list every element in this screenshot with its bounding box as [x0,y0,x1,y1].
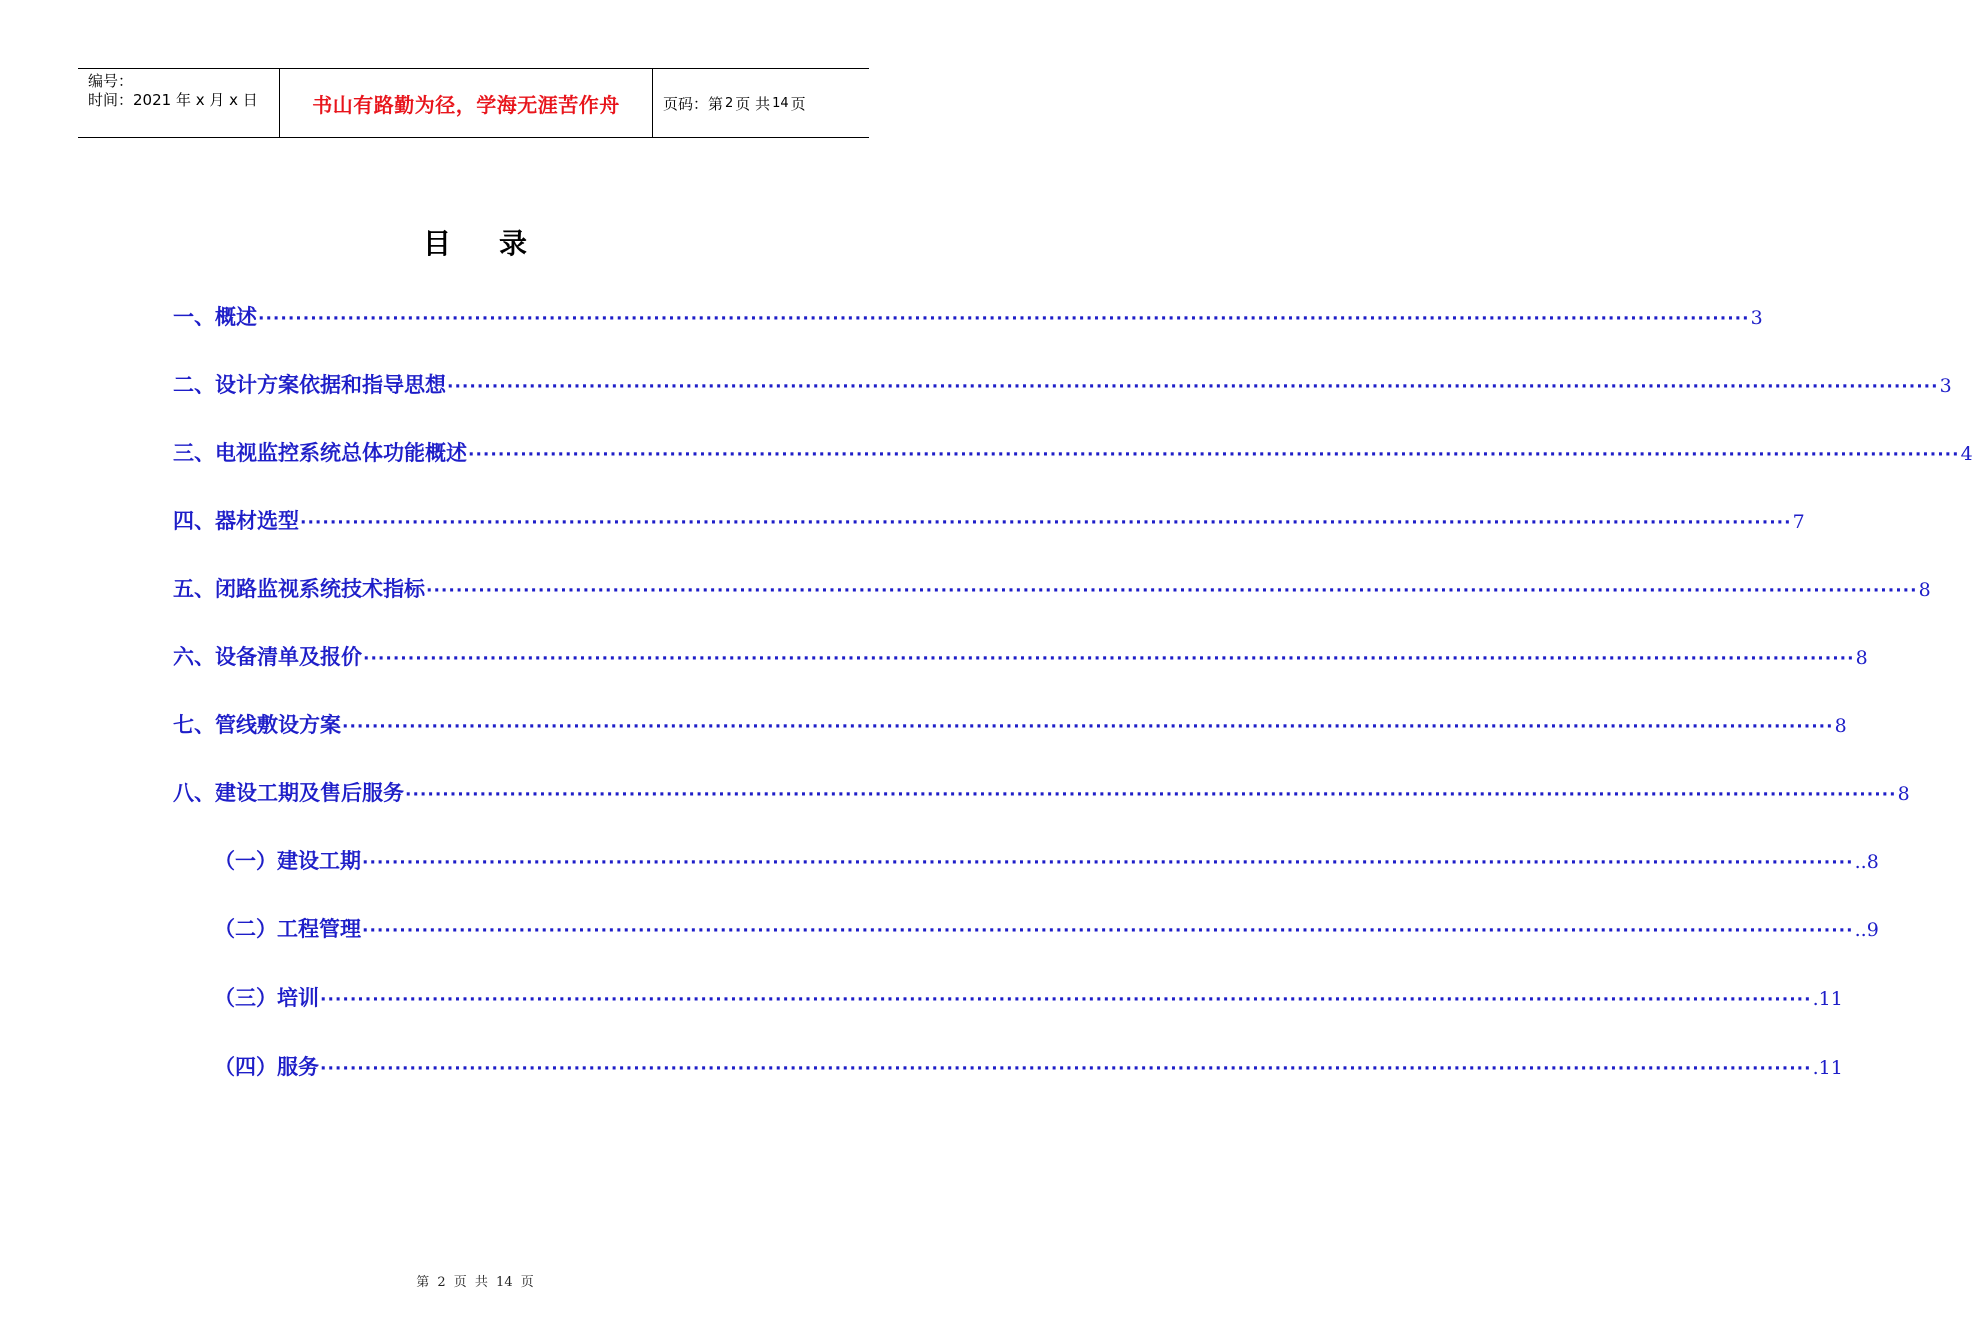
header-meta [78,69,280,137]
toc-leader-dots: ········································································································································································································ [447,377,1939,397]
toc-entry-4[interactable] [173,506,1805,536]
header-motto: 书山有路勤为径，学海无涯苦作舟 [280,69,653,137]
toc-entry-page: 8 [1918,579,1931,601]
toc-entry-label: 一、概述 [173,305,257,329]
toc-entry-label: （三）培训 [214,986,319,1010]
document-number-label: 编号： [88,72,134,90]
toc-entry-3[interactable] [173,438,1973,468]
toc-entry-6[interactable] [173,642,1868,672]
header-page-info [653,69,869,137]
toc-leader-dots: ········································································································································································································ [426,581,1918,601]
page-prefix: 页码：第 [663,94,724,113]
toc-entry-page: 3 [1750,307,1763,329]
toc-entry-label: （四）服务 [214,1055,319,1079]
toc-entry-page: 7 [1792,511,1805,533]
toc-entry-page: ..8 [1854,851,1879,873]
toc-leader-dots: ········································································································································································································ [258,309,1750,329]
toc-subentry-4[interactable] [214,1052,1843,1082]
toc-entry-page: 8 [1855,647,1868,669]
toc-entry-2[interactable] [173,370,1952,400]
toc-entry-page: ..9 [1854,919,1879,941]
toc-entry-8[interactable] [173,778,1910,808]
page-total: 14 [772,95,789,111]
toc-leader-dots: ········································································································································································································ [363,649,1855,669]
toc-entry-label: 八、建设工期及售后服务 [173,781,404,805]
toc-entry-label: （一）建设工期 [214,849,361,873]
toc-entry-7[interactable] [173,710,1847,740]
toc-leader-dots: ········································································································································································································ [342,717,1834,737]
toc-leader-dots: ········································································································································································································ [362,921,1854,941]
toc-entry-1[interactable] [173,302,1763,332]
page-footer: 第 2 页 共 14 页 [416,1275,534,1290]
toc-subentry-2[interactable] [214,914,1879,944]
toc-leader-dots: ········································································································································································································ [362,853,1854,873]
toc-leader-dots: ········································································································································································································ [405,785,1897,805]
page-suffix: 页 [790,94,806,113]
toc-leader-dots: ········································································································································································································ [320,1059,1812,1079]
toc-leader-dots: ········································································································································································································ [468,445,1960,465]
toc-entry-page: .11 [1812,988,1843,1010]
document-date: 时间：2021 年 x 月 x 日 [88,91,258,109]
page-title: 目录 [422,227,575,260]
toc-entry-label: 四、器材选型 [173,509,299,533]
page-header [78,68,869,138]
toc-entry-label: 三、电视监控系统总体功能概述 [173,441,467,465]
toc-entry-5[interactable] [173,574,1931,604]
toc-entry-label: 六、设备清单及报价 [173,645,362,669]
toc-entry-label: 五、闭路监视系统技术指标 [173,577,425,601]
toc-entry-page: 8 [1897,783,1910,805]
toc-entry-label: （二）工程管理 [214,917,361,941]
toc-entry-label: 二、设计方案依据和指导思想 [173,373,446,397]
toc-subentry-3[interactable] [214,983,1843,1013]
toc-entry-page: .11 [1812,1057,1843,1079]
page-current: 2 [725,95,734,111]
toc-entry-page: 3 [1939,375,1952,397]
toc-entry-label: 七、管线敷设方案 [173,713,341,737]
page-mid: 页 共 [735,94,771,113]
toc-entry-page: 4 [1960,443,1973,465]
toc-leader-dots: ········································································································································································································ [300,513,1792,533]
toc-entry-page: 8 [1834,715,1847,737]
toc-subentry-1[interactable] [214,846,1879,876]
toc-leader-dots: ········································································································································································································ [320,990,1812,1010]
